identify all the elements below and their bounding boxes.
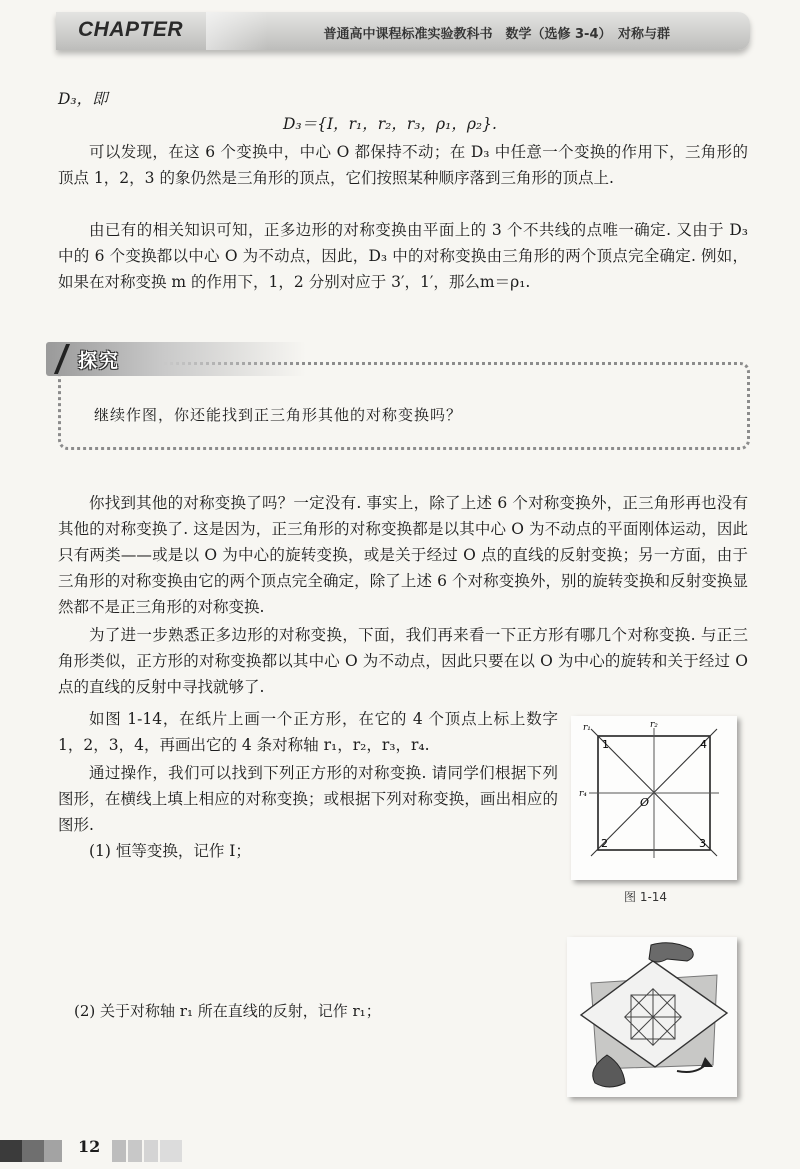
square-axes-diagram: [571, 716, 737, 880]
label-r2: r₂: [650, 720, 658, 730]
chapter-label: CHAPTER: [78, 18, 184, 41]
figure-caption: 图 1-14: [624, 890, 668, 904]
paragraph-2: 由已有的相关知识可知，正多边形的对称变换由平面上的 3 个不共线的点唯一确定. 又由于 D₃ 中的 6 个变换都以中心 O 为不动点，因此，D₃ 中的对称变换由三角形的两个顶点完全确定. 例如，如果在对称变换 m 的作用下，1，2 分别对应于 3′，1′，那么m＝ρ₁.: [58, 221, 748, 291]
page-header: [56, 12, 750, 50]
list-item-2: (2) 关于对称轴 r₁ 所在直线的反射，记作 r₁；: [74, 1002, 381, 1020]
explore-question: 继续作图，你还能找到正三角形其他的对称变换吗？: [94, 406, 463, 424]
center-o: O: [640, 796, 650, 809]
figure-paper-rotation: [567, 937, 737, 1097]
paragraph-1: 可以发现，在这 6 个变换中，中心 O 都保持不动；在 D₃ 中任意一个变换的作用下，三角形的顶点 1，2，3 的象仍然是三角形的顶点，它们按照某种顺序落到三角形的顶点上.: [58, 143, 748, 187]
explore-tag: [46, 342, 306, 376]
figure-square-axes: [571, 716, 737, 880]
paragraph-4: 为了进一步熟悉正多边形的对称变换，下面，我们再来看一下正方形有哪几个对称变换. 与正三角形类似，正方形的对称变换都以其中心 O 为不动点，因此只要在以 O 为中心的旋转和关于经过 O 点的直线的反射中寻找就够了.: [58, 626, 748, 696]
paper-rotation-illustration: [567, 937, 737, 1097]
page-number: 12: [78, 1137, 101, 1156]
book-title: 普通高中课程标准实验教科书 数学（选修 3-4） 对称与群: [323, 27, 670, 42]
explore-label: 探究: [78, 350, 121, 372]
list-item-1: (1) 恒等变换，记作 I；: [89, 842, 251, 860]
label-r1: r₁: [583, 723, 591, 733]
vertex-2: 2: [601, 837, 608, 850]
vertex-1: 1: [602, 738, 609, 751]
paragraph-5: 如图 1-14，在纸片上画一个正方形，在它的 4 个顶点上标上数字 1，2，3，4，再画出它的 4 条对称轴 r₁，r₂，r₃，r₄.: [58, 710, 558, 754]
top-hand: [649, 943, 693, 962]
d3-intro: D₃，即: [58, 90, 108, 108]
star-pattern: [625, 989, 682, 1046]
paragraph-3: 你找到其他的对称变换了吗？一定没有. 事实上，除了上述 6 个对称变换外，正三角形再也没有其他的对称变换了. 这是因为，正三角形的对称变换都是以其中心 O 为不动点的平面刚体运动，因此只有两类——或是以 O 为中心的旋转变换，或是关于经过 O 点的直线的反射变换；另一方面，由于三角形的对称变换由它的两个顶点完全确定，除了上述 6 个对称变换外，别的旋转变换和反射变换显然都不是正三角形的对称变换.: [58, 494, 748, 616]
d3-formula: D₃＝{I，r₁，r₂，r₃，ρ₁，ρ₂}.: [283, 115, 497, 133]
vertex-4: 4: [700, 738, 707, 751]
label-r4: r₄: [579, 789, 587, 799]
paragraph-6: 通过操作，我们可以找到下列正方形的对称变换. 请同学们根据下列图形，在横线上填上相应的对称变换；或根据下列对称变换，画出相应的图形.: [58, 764, 558, 834]
explore-slash-icon: [54, 344, 70, 374]
header-tab-decoration: [206, 12, 268, 50]
vertex-3: 3: [699, 837, 706, 850]
